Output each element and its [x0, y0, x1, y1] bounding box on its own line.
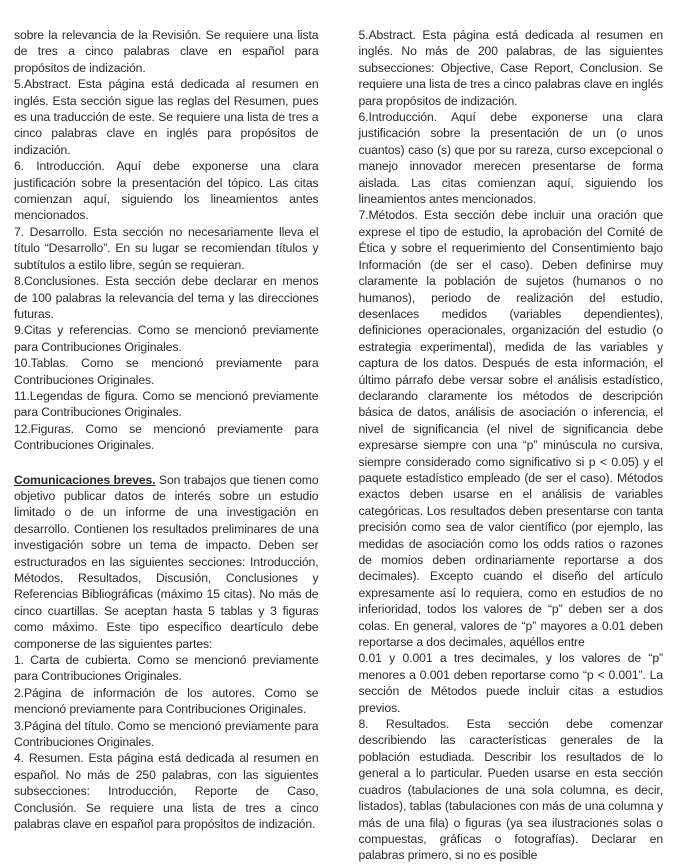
- section-intro-paragraph: [14, 472, 319, 652]
- paragraph: 8. Resultados. Esta sección debe comenzar describiendo las características generales de la población estudiada. Describir los resultados de lo general a lo particular. Pueden usarse en esta sección cuadros (tabulaciones de una sola columna, es decir, listados), tablas (tabulaciones con más de una columna y más de una fila) o figuras (ya sea ilustraciones solas o compuestas, gráficas o fotografías). Declarar en palabras primero, si no es posible: [358, 717, 663, 863]
- paragraph: 6.Introducción. Aquí debe exponerse una clara justificación sobre la presentación de un (o unos cuantos) caso (s) que por su rareza, curso excepcional o manejo innovador merecen presentarse de forma aislada. Las citas comienzan aquí, siguiendo los lineamientos antes mencionados.: [358, 110, 663, 207]
- paragraph: 12.Figuras. Como se mencionó previamente para Contribuciones Originales.: [14, 421, 319, 453]
- paragraph: 9.Citas y referencias. Como se mencionó previamente para Contribuciones Originales.: [14, 323, 319, 354]
- paragraph: sobre la relevancia de la Revisión. Se requiere una lista de tres a cinco palabras clave en español para propósitos de indización.: [14, 28, 319, 75]
- paragraph: 5.Abstract. Esta página está dedicada al resumen en inglés. No más de 200 palabras, de las siguientes subsecciones: Objective, Case Report, Conclusion. Se requiere una lista de tres a cinco palabras clave en inglés para propósitos de indización.: [358, 28, 663, 108]
- paragraph: 0.01 y 0.001 a tres decimales, y los valores de “p” menores a 0.001 deben reportarse como “p < 0.001”. La sección de Métodos puede incluir citas a estudios previos.: [358, 651, 663, 715]
- paragraph: 8.Conclusiones. Esta sección debe declarar en menos de 100 palabras la relevancia del tema y las direcciones futuras.: [14, 274, 319, 321]
- list-item: 1. Carta de cubierta. Como se mencionó previamente para Contribuciones Originales.: [14, 653, 319, 684]
- paragraph: 6. Introducción. Aquí debe exponerse una clara justificación sobre la presentación del tópico. Las citas comienzan aquí, siguiendo los lineamientos antes mencionados.: [14, 159, 319, 223]
- paragraph: 11.Legendas de figura. Como se mencionó previamente para Contribuciones Originales.: [14, 388, 319, 420]
- section-intro-text: Son trabajos que tienen como objetivo publicar datos de interés sobre un estudio limitado o de un informe de una investigación en desarrollo. Contienen los resultados preliminares de una investigación sobre un tema de impacto. Deben ser estructurados en las siguientes secciones: Introducción, Métodos, Resultados, Discusión, Conclusiones y Referencias Bibliográficas (máximo 15 citas). No más de cinco cuartillas. Se aceptan hasta 5 tablas y 3 figuras como máximo. Este tipo específico deartículo debe componerse de las siguientes partes:: [14, 472, 319, 651]
- paragraph: 7.Métodos. Esta sección debe incluir una oración que exprese el tipo de estudio, la aprobación del Comité de Ética y sobre el requerimiento del Consentimiento bajo Información (de ser el caso). Deben definirse muy claramente la población de sujetos (humanos o no humanos), periodo de realización del estudio, desenlaces medidos (variables dependientes), definiciones operacionales, organización del estudio (o estrategia experimental), medida de las variables y captura de los datos. Después de esta información, el último párrafo debe versar sobre el análisis estadístico, declarando claramente los métodos de descripción básica de datos, análisis de asociación o inferencia, el nivel de significancia (el nivel de significancia debe expresarse siempre con una “p” minúscula no cursiva, siempre considerado como significativo si p < 0.05) y el paquete estadístico empleado (de ser el caso). Métodos exactos deben usarse en el análisis de variables categóricas. Los resultados deben presentarse con tanta precisión como sea de valor científico (por ejemplo, las medidas de asociación como los odds ratios o razones de momios deben ordinariamente reportarse a dos decimales). Excepto cuando el diseño del artículo expresamente así lo requiera, como en estudios de no inferioridad, todos los valores de “p” deben ser a dos colas. En general, valores de “p” mayores a 0.01 deben reportarse a dos decimales, aquéllos entre: [358, 208, 663, 650]
- list-item: 2.Página de información de los autores. Como se mencionó previamente para Contribuciones Originales.: [14, 685, 319, 717]
- left-column: [14, 27, 319, 851]
- right-column: [358, 27, 664, 863]
- paragraph: 7. Desarrollo. Esta sección no necesariamente lleva el título “Desarrollo”. En su lugar se recomiendan títulos y subtítulos a estilo libre, según se requieran.: [14, 224, 319, 272]
- paragraph: 10.Tablas. Como se mencionó previamente para Contribuciones Originales.: [14, 356, 319, 387]
- paragraph: 5.Abstract. Esta página está dedicada al resumen en inglés. Esta sección sigue las reglas del Resumen, pues es una traducción de este. Se requiere una lista de tres a cinco palabras clave en inglés para propósitos de indización.: [14, 77, 319, 157]
- section-heading: Comunicaciones breves.: [14, 472, 156, 487]
- list-item: 3.Página del título. Como se mencionó previamente para Contribuciones Originales.: [14, 718, 319, 750]
- list-item: 4. Resumen. Esta página está dedicada al resumen en español. No más de 250 palabras, con las siguientes subsecciones: Introducción, Reporte de Caso, Conclusión. Se requiere una lista de tres a cinco palabras clave en español para propósitos de indización.: [14, 751, 319, 832]
